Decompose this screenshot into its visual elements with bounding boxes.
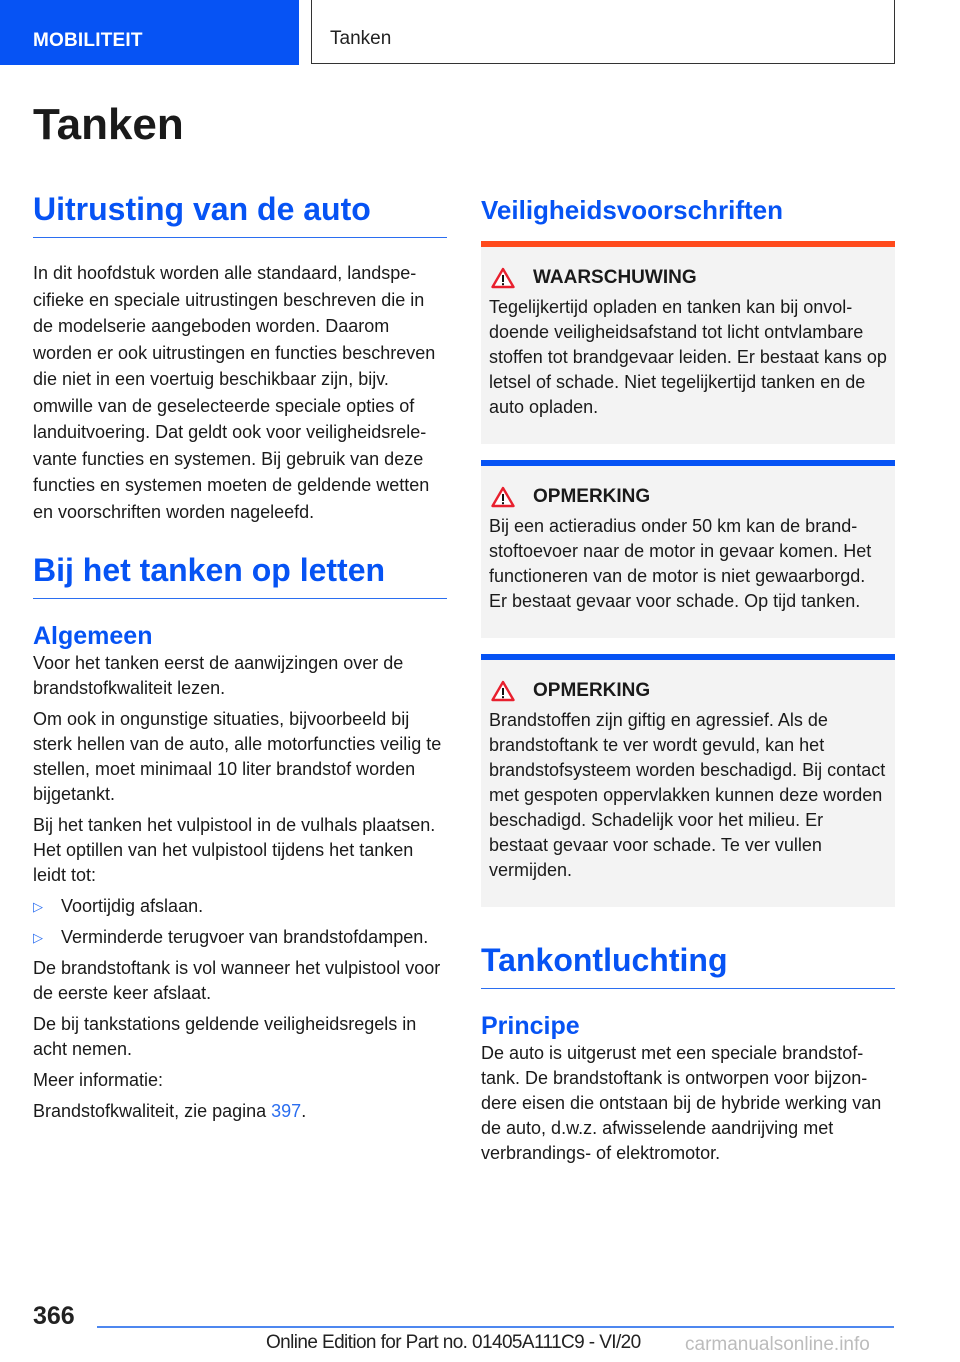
notice-text: Brandstoffen zijn giftig en agressief. Als de brandstoftank te ver wordt gevuld, kan het brandstofsysteem worden beschadigd. Bij contact met gespoten oppervlakken kunnen deze worden beschadigd. Schadelijk voor het milieu. Er bestaat gevaar voor schade. Te ver vullen vermijden.	[489, 709, 886, 880]
bullet-triangle-icon: ▷	[33, 899, 43, 915]
warning-text: Tegelijkertijd opladen en tanken kan bij onvoldoende veiligheidsafstand tot licht ontvlambare stoffen tot brandgevaar leiden. Er bestaat kans op letsel of schade. Niet tegelijkertijd tanken en de auto opladen.	[489, 296, 887, 417]
list-item-text: Voortijdig afslaan.	[61, 896, 204, 917]
notice-box	[481, 466, 895, 638]
section-tab-label: MOBILITEIT	[33, 30, 143, 51]
right-column	[481, 192, 895, 1172]
paragraph: Meer informatie:	[33, 1070, 164, 1091]
warning-triangle-icon	[491, 267, 515, 289]
reference-paragraph	[33, 1099, 447, 1124]
warning-triangle-icon	[491, 486, 515, 508]
section-heading-veiligheid: Veiligheidsvoorschriften	[481, 195, 783, 225]
section-heading-uitrusting: Uitrusting van de auto	[33, 192, 447, 238]
list-item	[33, 894, 447, 919]
notice-header	[489, 680, 887, 702]
chapter-header	[311, 0, 895, 64]
page-title: Tanken	[33, 100, 184, 149]
left-column	[33, 192, 447, 1130]
list-item-text: Verminderde terugvoer van brandstofdampen.	[61, 927, 429, 948]
bullet-triangle-icon: ▷	[33, 930, 43, 946]
page-number: 366	[33, 1302, 75, 1330]
watermark: carmanualsonline.info	[685, 1334, 870, 1355]
paragraph: Voor het tanken eerst de aanwijzingen over de brandstofkwaliteit lezen.	[33, 653, 404, 699]
warning-header	[489, 267, 887, 289]
page-reference-link[interactable]: 397	[271, 1101, 302, 1122]
chapter-label: Tanken	[330, 28, 392, 49]
warning-box	[481, 247, 895, 444]
notice-title: OPMERKING	[533, 679, 651, 701]
reference-text: Brandstofkwaliteit, zie pagina	[33, 1101, 272, 1122]
intro-paragraph: In dit hoofdstuk worden alle standaard, landspecifieke en speciale uitrustingen beschreven die in de modelserie aangeboden worden. Daarom worden er ook uitrustingen en functies beschreven die niet in een voertuig beschikbaar zijn, bijv. omwille van de geselecteerde speciale opties of landuitvoering. Dat geldt ook voor veiligheidsrelevante functies en systemen. Bij gebruik van deze functies en systemen moeten de geldende wetten en voorschriften worden nageleefd.	[33, 263, 436, 522]
section-heading-bij-het-tanken: Bij het tanken op letten	[33, 553, 447, 599]
edition-text: Online Edition for Part no. 01405A111C9 - VI/20	[266, 1332, 641, 1353]
notice-box	[481, 660, 895, 907]
paragraph: Bij het tanken het vulpistool in de vulhals plaatsen. Het optillen van het vulpistool tijdens het tanken leidt tot:	[33, 815, 436, 886]
reference-end: .	[301, 1101, 307, 1122]
subheading-principe: Principe	[481, 1011, 580, 1040]
list-item	[33, 925, 447, 950]
notice-title: OPMERKING	[533, 485, 651, 507]
paragraph: De auto is uitgerust met een speciale brandstoftank. De brandstoftank is ontworpen voor bijzondere eisen die ontstaan bij de hybride werking van de auto, d.w.z. afwisselende aandrijving met verbrandings- of elektromotor.	[481, 1042, 882, 1163]
paragraph: Om ook in ongunstige situaties, bijvoorbeeld bij sterk hellen van de auto, alle motorfuncties veilig te stellen, moet minimaal 10 liter brandstof worden bijgetankt.	[33, 709, 442, 805]
section-heading-tankontluchting: Tankontluchting	[481, 943, 895, 989]
footer-divider	[97, 1326, 894, 1328]
paragraph: De bij tankstations geldende veiligheidsregels in acht nemen.	[33, 1014, 417, 1060]
notice-text: Bij een actieradius onder 50 km kan de brandstoftoevoer naar de motor in gevaar komen. Het functioneren van de motor is niet gewaarborgd. Er bestaat gevaar voor schade. Op tijd tanken.	[489, 515, 872, 611]
warning-triangle-icon	[491, 680, 515, 702]
notice-header	[489, 486, 887, 508]
paragraph: De brandstoftank is vol wanneer het vulpistool voor de eerste keer afslaat.	[33, 958, 441, 1004]
warning-title: WAARSCHUWING	[533, 266, 697, 288]
subheading-algemeen: Algemeen	[33, 622, 153, 651]
section-tab	[0, 0, 299, 65]
